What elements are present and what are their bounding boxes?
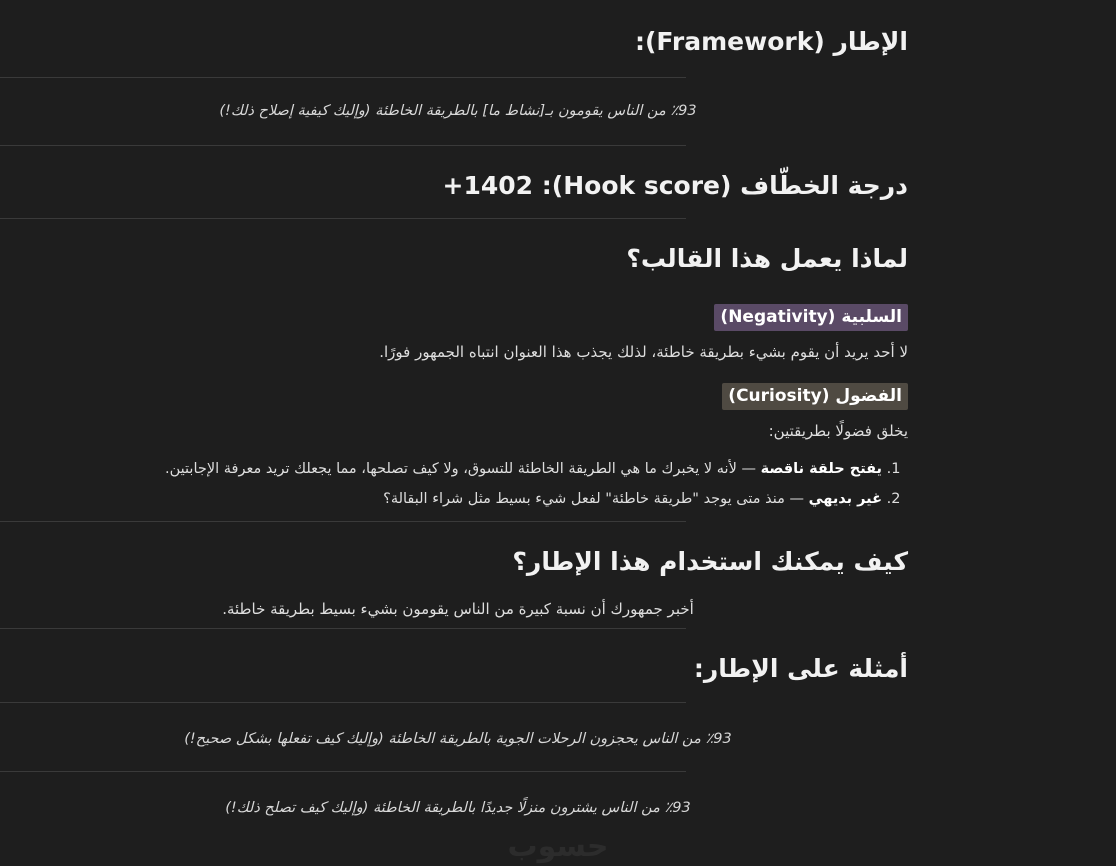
list-item-rest: — لأنه لا يخبرك ما هي الطريقة الخاطئة للتسوق، ولا كيف تصلحها، مما يجعلك تريد معرفة الإجابتين. — [165, 461, 761, 478]
list-item-bold: غير بديهي — [808, 491, 882, 508]
list-item — [0, 484, 882, 514]
curiosity-intro: يخلق فضولًا بطريقتين: — [768, 422, 908, 441]
negativity-label: السلبية (Negativity) — [714, 304, 908, 331]
example-line: ٪93 من الناس يحجزون الرحلات الجوية بالطريقة الخاطئة (وإليك كيف تفعلها بشكل صحيح!) — [184, 730, 732, 747]
example-line: ٪93 من الناس يشترون منزلًا جديدًا بالطريقة الخاطئة (وإليك كيف تصلح ذلك!) — [225, 800, 691, 817]
framework-example-line: ٪93 من الناس يقومون بـ[نشاط ما] بالطريقة الخاطئة (وإليك كيفية إصلاح ذلك!) — [219, 102, 697, 119]
how-heading: كيف يمكنك استخدام هذا الإطار؟ — [512, 546, 908, 576]
examples-heading: أمثلة على الإطار: — [693, 654, 908, 684]
list-item-bold: يفتح حلقة ناقصة — [760, 461, 882, 478]
framework-heading: الإطار (Framework): — [634, 27, 908, 56]
hook-score-heading: درجة الخطّاف (Hook score): 1402+ — [442, 170, 908, 200]
curiosity-label: الفضول (Curiosity) — [722, 383, 908, 410]
why-heading: لماذا يعمل هذا القالب؟ — [626, 244, 908, 274]
watermark: حسوب — [507, 829, 609, 864]
how-text: أخبر جمهورك أن نسبة كبيرة من الناس يقومون بشيء بسيط بطريقة خاطئة. — [222, 600, 694, 619]
list-item — [0, 454, 882, 484]
negativity-label-wrap — [0, 292, 916, 337]
list-item-rest: — منذ متى يوجد "طريقة خاطئة" لفعل شيء بسيط مثل شراء البقالة؟ — [383, 491, 809, 508]
curiosity-points-list — [0, 454, 916, 514]
negativity-text: لا أحد يريد أن يقوم بشيء بطريقة خاطئة، لذلك يجذب هذا العنوان انتباه الجمهور فورًا. — [379, 342, 908, 361]
curiosity-label-wrap — [0, 371, 916, 416]
